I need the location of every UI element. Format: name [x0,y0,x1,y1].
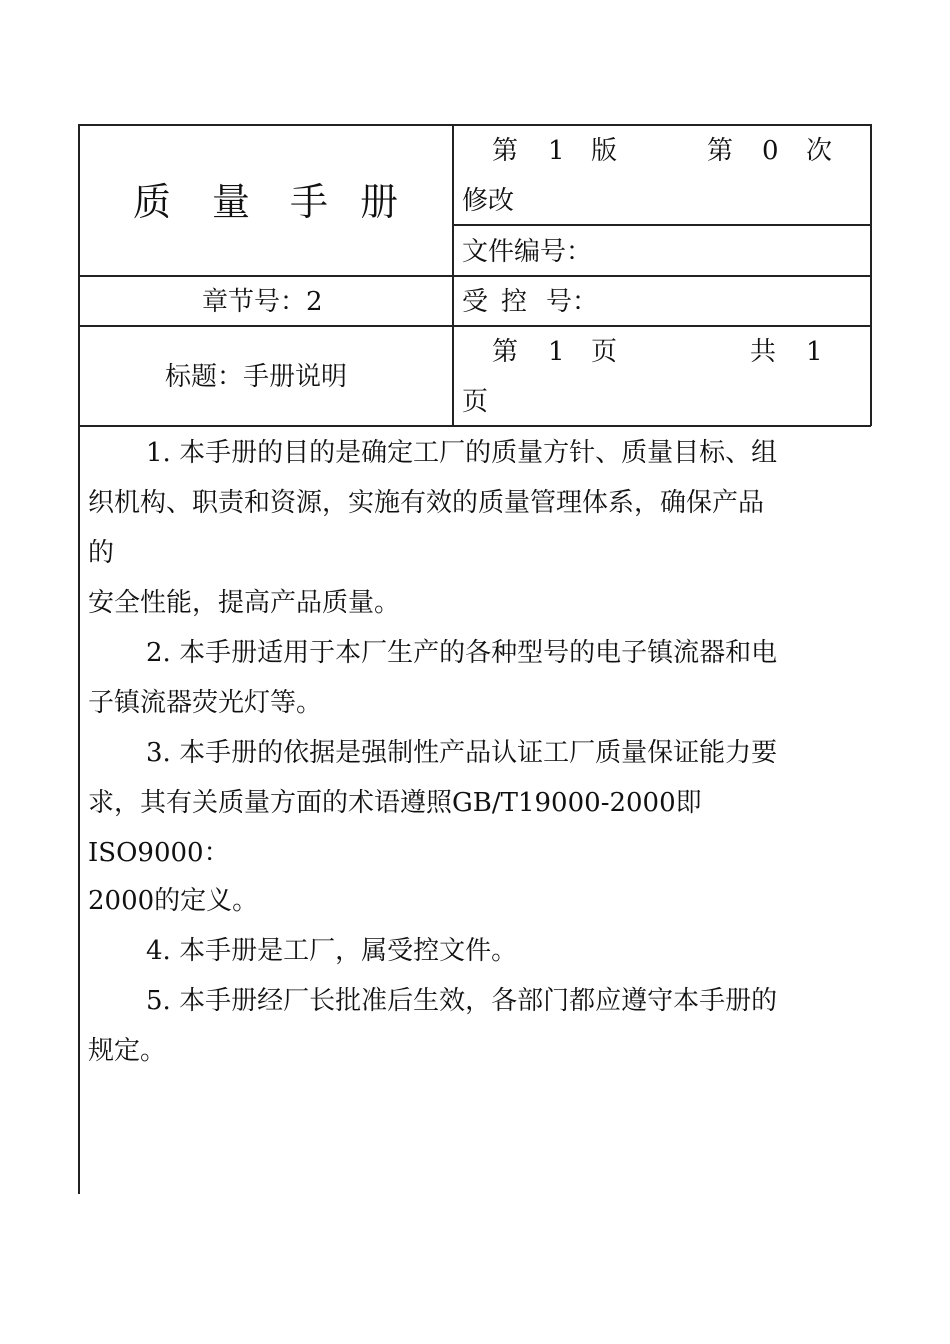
revision-number: 0 [762,136,779,166]
controlled-label-char: 受 [462,287,489,317]
body-line: ISO9000： [88,838,230,868]
body-line: 规定。 [88,1036,167,1066]
page-prefix: 第 [492,337,519,367]
edition-number: 1 [548,136,565,166]
body-line: 子镇流器荧光灯等。 [88,688,323,718]
manual-title-char: 量 [212,180,253,224]
total-number: 1 [806,337,823,367]
body-line: 5. 本手册经厂长批准后生效，各部门都应遵守本手册的 [146,986,778,1016]
row-divider-header [78,275,871,277]
body-line: 的 [88,538,115,568]
revision-suffix: 修改 [462,186,515,216]
body-line: 安全性能，提高产品质量。 [88,588,401,618]
body-line: 2000的定义。 [88,886,259,916]
row-divider-chapter [78,325,871,327]
revision-unit: 次 [806,136,833,166]
row-divider-title [78,425,871,427]
edition-unit: 版 [591,136,618,166]
page-unit: 页 [591,337,618,367]
section-title-label: 标题：手册说明 [165,362,348,392]
table-top-border [78,124,871,126]
edition-prefix: 第 [492,136,519,166]
controlled-label-char: 控 [501,287,528,317]
total-prefix: 共 [750,337,777,367]
body-line: 4. 本手册是工厂，属受控文件。 [146,936,518,966]
manual-title-char: 手 [290,180,331,224]
doc-number-label: 文件编号： [462,237,593,267]
controlled-label-char: 号： [546,287,599,317]
table-left-border [78,124,80,1194]
manual-title-char: 册 [360,180,401,224]
body-line: 1. 本手册的目的是确定工厂的质量方针、质量目标、组 [146,438,778,468]
body-line: 求，其有关质量方面的术语遵照GB/T19000-2000即 [88,788,702,818]
body-line: 织机构、职责和资源，实施有效的质量管理体系，确保产品 [88,488,765,518]
revision-prefix: 第 [707,136,734,166]
total-unit: 页 [462,387,489,417]
row-divider-revision [452,224,871,226]
body-line: 3. 本手册的依据是强制性产品认证工厂质量保证能力要 [146,738,778,768]
manual-title-char: 质 [133,180,174,224]
body-line: 2. 本手册适用于本厂生产的各种型号的电子镇流器和电 [146,638,778,668]
page-number: 1 [548,337,565,367]
chapter-label: 章节号：2 [202,287,323,317]
